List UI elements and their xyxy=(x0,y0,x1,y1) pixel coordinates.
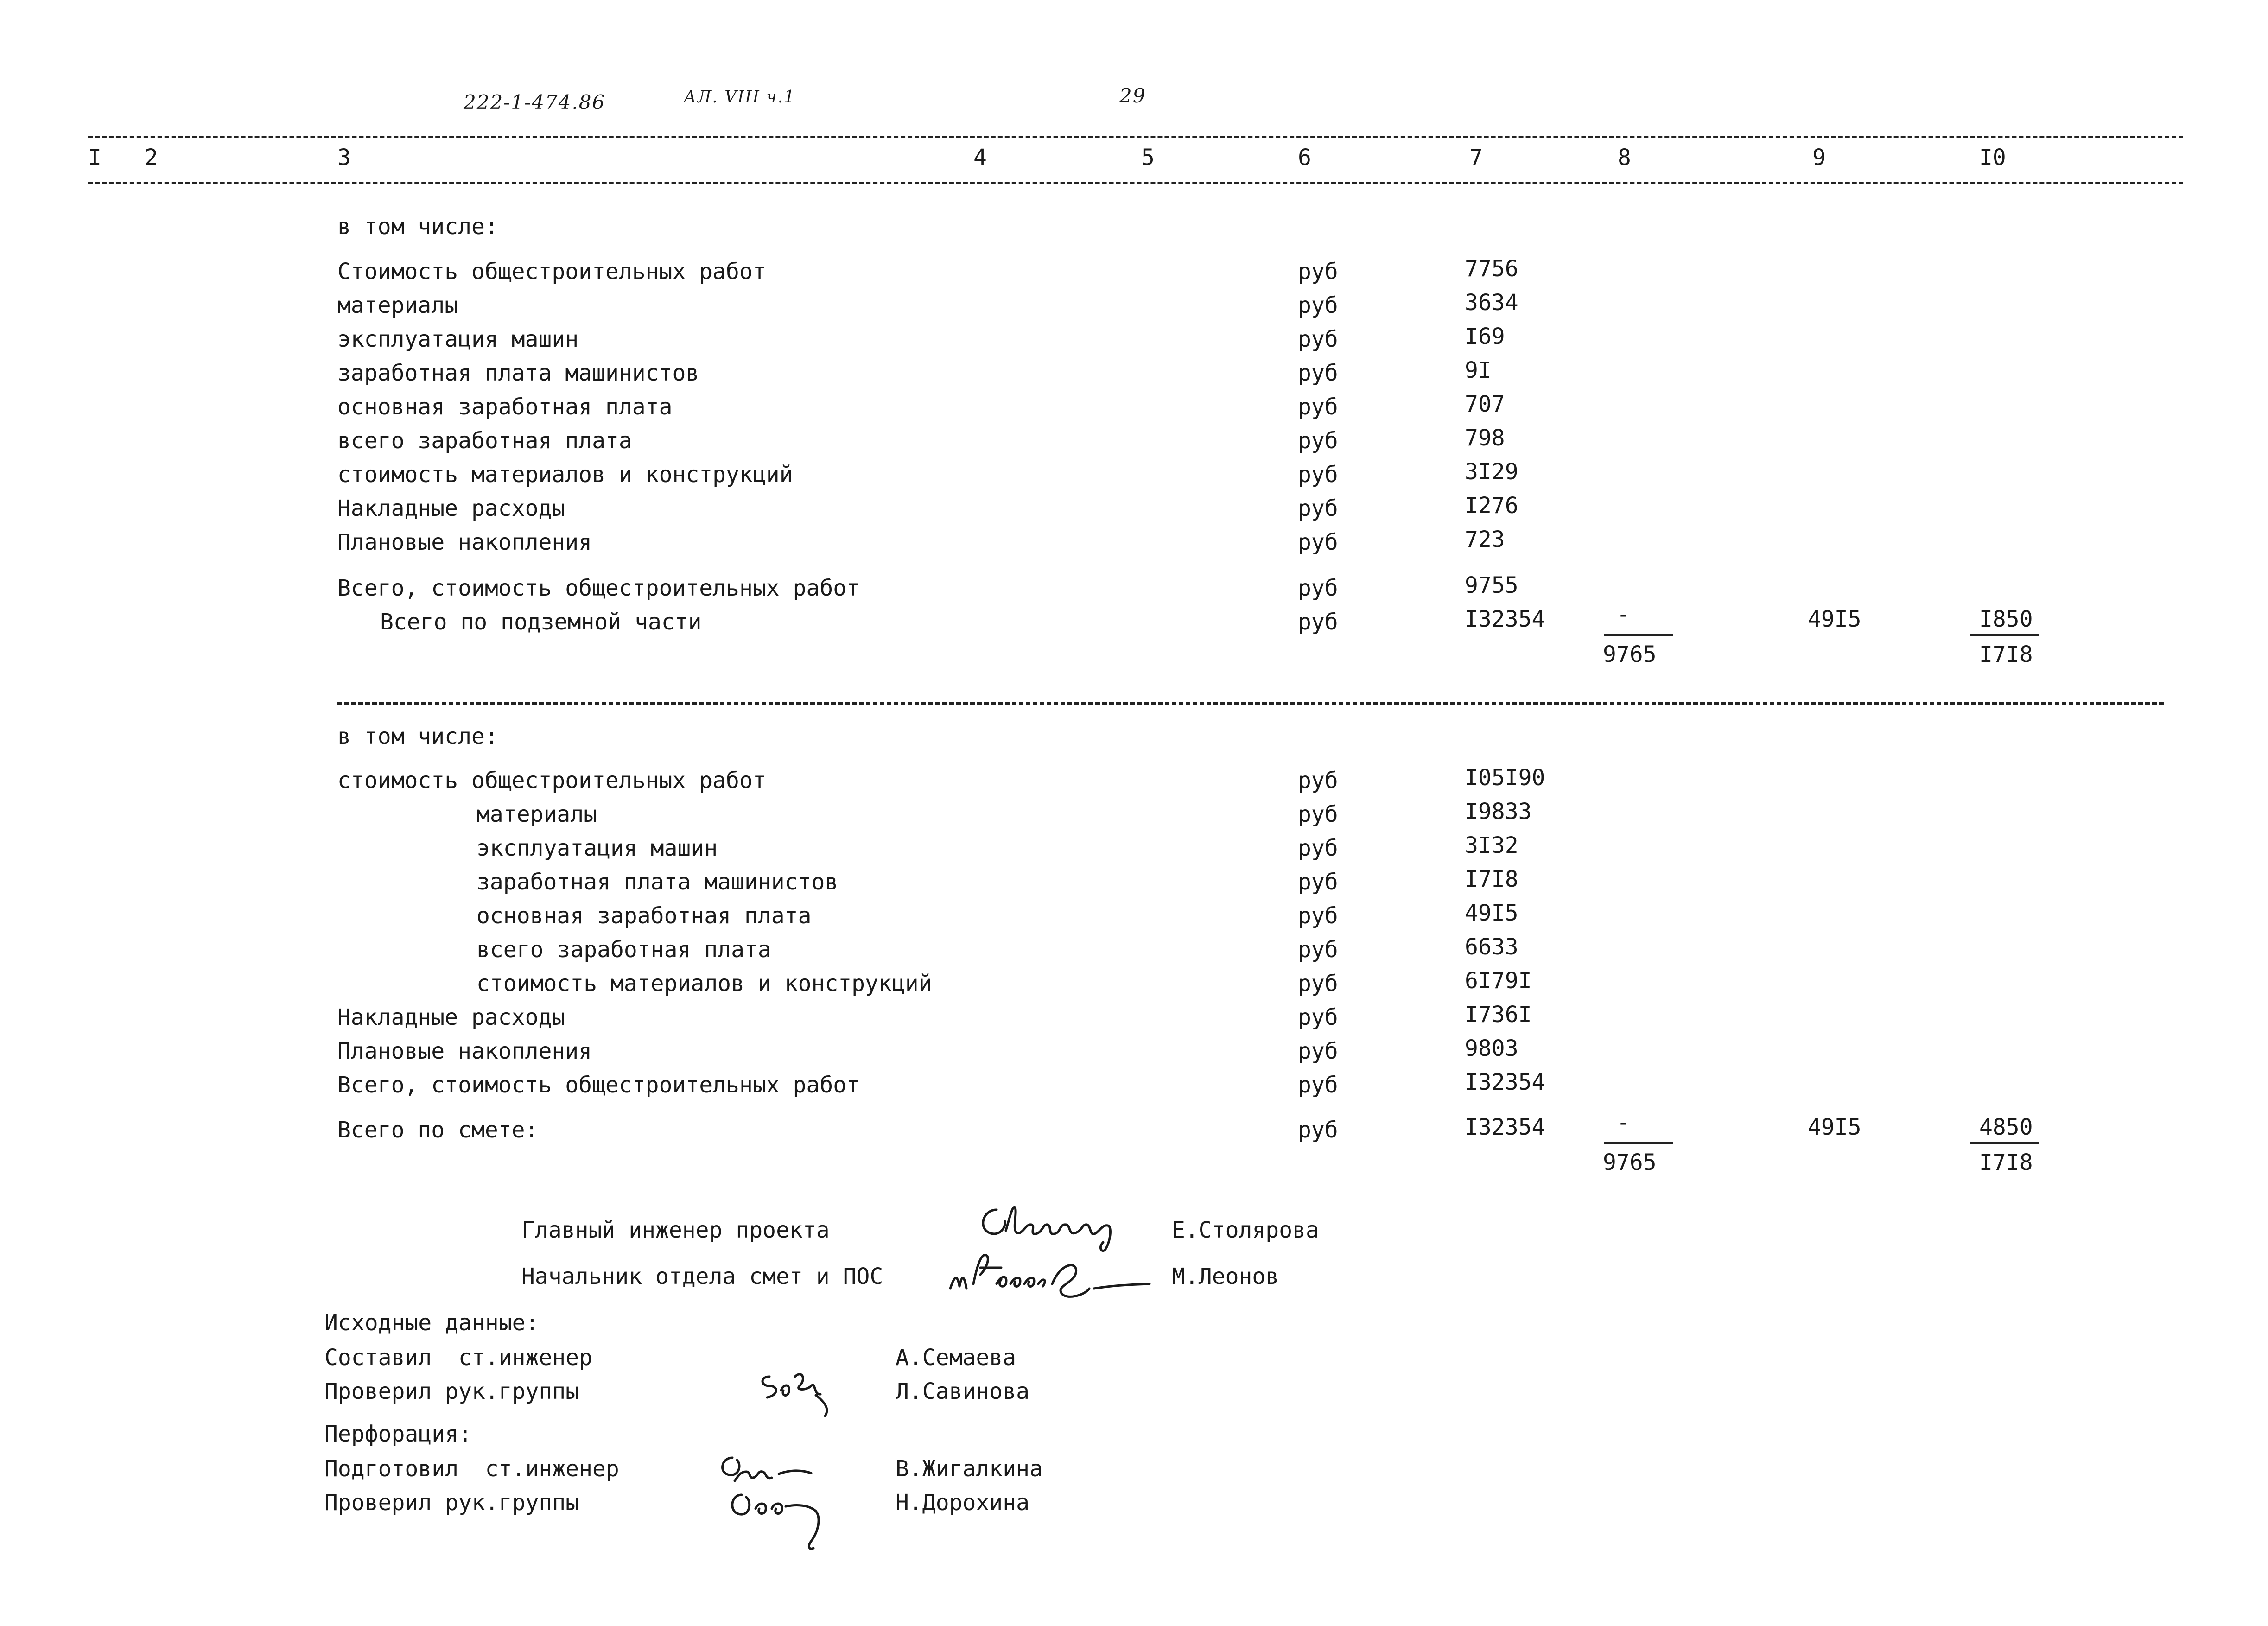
col9-value: 49I5 xyxy=(1808,606,1861,632)
row-label: Накладные расходы xyxy=(337,1004,565,1030)
section-separator xyxy=(337,702,2164,705)
compiled-by-title: Составил ст.инженер xyxy=(324,1345,592,1371)
column-number: 4 xyxy=(973,145,987,171)
row-value: 707 xyxy=(1465,391,1505,417)
row-value: 49I5 xyxy=(1465,900,1518,926)
row-label: Накладные расходы xyxy=(337,495,565,521)
row-value: I32354 xyxy=(1465,1114,1545,1140)
prepared-by-name: В.Жигалкина xyxy=(896,1456,1043,1482)
row-unit: руб xyxy=(1298,259,1338,285)
row-label: стоимость общестроительных работ xyxy=(337,768,766,794)
row-label: Всего, стоимость общестроительных работ xyxy=(337,1072,860,1098)
col8-denominator: 9765 xyxy=(1603,642,1657,667)
row-unit: руб xyxy=(1298,575,1338,601)
col10-denominator: I7I8 xyxy=(1979,642,2033,667)
row-label: заработная плата машинистов xyxy=(476,869,839,895)
row-unit: руб xyxy=(1298,529,1338,555)
column-number: 6 xyxy=(1298,145,1311,171)
row-label: основная заработная плата xyxy=(476,903,812,929)
row-value: 6I79I xyxy=(1465,968,1532,994)
chief-engineer-title: Главный инженер проекта xyxy=(521,1217,830,1243)
row-label: всего заработная плата xyxy=(476,937,771,963)
checked-by-name: Л.Савинова xyxy=(896,1378,1029,1404)
row-value: I276 xyxy=(1465,493,1518,519)
row-value: I736I xyxy=(1465,1002,1532,1028)
row-value: 9I xyxy=(1465,357,1492,383)
row-label: материалы xyxy=(476,801,597,827)
row-label: эксплуатация машин xyxy=(337,326,579,352)
compiled-by-name: А.Семаева xyxy=(896,1345,1016,1371)
col10-denominator: I7I8 xyxy=(1979,1150,2033,1175)
column-number: 8 xyxy=(1618,145,1631,171)
perforation-heading: Перфорация: xyxy=(324,1421,472,1447)
checked-by2-title: Проверил рук.группы xyxy=(324,1490,579,1516)
row-value: I9833 xyxy=(1465,799,1532,825)
row-label: стоимость материалов и конструкций xyxy=(476,971,932,997)
estimates-head-name: М.Леонов xyxy=(1172,1264,1279,1289)
row-unit: руб xyxy=(1298,937,1338,963)
row-value: 798 xyxy=(1465,425,1505,451)
row-value: 9755 xyxy=(1465,572,1518,598)
row-value: 7756 xyxy=(1465,256,1518,282)
row-value: I32354 xyxy=(1465,1069,1545,1095)
column-number: 2 xyxy=(145,145,158,171)
row-label: Всего по смете: xyxy=(337,1117,539,1143)
prepared-by-title: Подготовил ст.инженер xyxy=(324,1456,619,1482)
row-unit: руб xyxy=(1298,462,1338,488)
row-label: материалы xyxy=(337,292,458,318)
column-number: 3 xyxy=(337,145,351,171)
checked-by-signature xyxy=(756,1358,858,1423)
row-value: I7I8 xyxy=(1465,866,1518,892)
col8-numerator: - xyxy=(1617,602,1630,628)
row-unit: руб xyxy=(1298,292,1338,318)
document-code: 222-1-474.86 xyxy=(464,91,606,114)
row-label: стоимость материалов и конструкций xyxy=(337,462,793,488)
row-value: 9803 xyxy=(1465,1035,1518,1061)
row-value: I05I90 xyxy=(1465,765,1545,791)
row-unit: руб xyxy=(1298,869,1338,895)
row-unit: руб xyxy=(1298,1072,1338,1098)
row-unit: руб xyxy=(1298,394,1338,420)
checked-by2-name: Н.Дорохина xyxy=(896,1490,1029,1516)
row-label: Плановые накопления xyxy=(337,1038,592,1064)
row-unit: руб xyxy=(1298,1004,1338,1030)
fraction-bar xyxy=(1970,1142,2039,1144)
row-value: 3I32 xyxy=(1465,832,1518,858)
page-number: 29 xyxy=(1119,84,1146,107)
row-unit: руб xyxy=(1298,1038,1338,1064)
chief-engineer-name: Е.Столярова xyxy=(1172,1217,1319,1243)
estimates-head-title: Начальник отдела смет и ПОС xyxy=(521,1264,883,1289)
row-label: Всего по подземной части xyxy=(380,609,702,635)
row-unit: руб xyxy=(1298,326,1338,352)
header-bottom-rule xyxy=(88,182,2183,184)
fraction-bar xyxy=(1970,634,2039,636)
row-value: I32354 xyxy=(1465,606,1545,632)
row-value: 723 xyxy=(1465,527,1505,553)
header-top-rule xyxy=(88,136,2183,138)
section-intro: в том числе: xyxy=(337,724,498,749)
col8-denominator: 9765 xyxy=(1603,1150,1657,1175)
row-value: I69 xyxy=(1465,324,1505,349)
row-value: 3I29 xyxy=(1465,459,1518,485)
row-value: 6633 xyxy=(1465,934,1518,960)
column-number: 5 xyxy=(1141,145,1155,171)
fraction-bar xyxy=(1604,634,1673,636)
col10-numerator: 4850 xyxy=(1979,1114,2033,1140)
row-unit: руб xyxy=(1298,428,1338,454)
column-number: 9 xyxy=(1812,145,1826,171)
source-data-heading: Исходные данные: xyxy=(324,1310,539,1336)
row-unit: руб xyxy=(1298,835,1338,861)
column-number: I0 xyxy=(1979,145,2006,171)
row-unit: руб xyxy=(1298,495,1338,521)
column-number: I xyxy=(88,145,102,171)
row-label: эксплуатация машин xyxy=(476,835,718,861)
checked-by-title: Проверил рук.группы xyxy=(324,1378,579,1404)
col8-numerator: - xyxy=(1617,1110,1630,1136)
row-unit: руб xyxy=(1298,801,1338,827)
row-unit: руб xyxy=(1298,768,1338,794)
row-label: всего заработная плата xyxy=(337,428,632,454)
checked-by2-signature xyxy=(723,1481,844,1564)
row-unit: руб xyxy=(1298,1117,1338,1143)
row-unit: руб xyxy=(1298,971,1338,997)
row-unit: руб xyxy=(1298,609,1338,635)
row-unit: руб xyxy=(1298,903,1338,929)
col9-value: 49I5 xyxy=(1808,1114,1861,1140)
row-label: Стоимость общестроительных работ xyxy=(337,259,766,285)
row-label: заработная плата машинистов xyxy=(337,360,699,386)
fraction-bar xyxy=(1604,1142,1673,1144)
row-label: Плановые накопления xyxy=(337,529,592,555)
row-unit: руб xyxy=(1298,360,1338,386)
album-reference: АЛ. VIII ч.1 xyxy=(684,88,796,107)
row-label: основная заработная плата xyxy=(337,394,673,420)
column-number: 7 xyxy=(1469,145,1483,171)
row-value: 3634 xyxy=(1465,290,1518,316)
col10-numerator: I850 xyxy=(1979,606,2033,632)
section-intro: в том числе: xyxy=(337,214,498,240)
row-label: Всего, стоимость общестроительных работ xyxy=(337,575,860,601)
estimates-head-signature xyxy=(946,1242,1168,1312)
